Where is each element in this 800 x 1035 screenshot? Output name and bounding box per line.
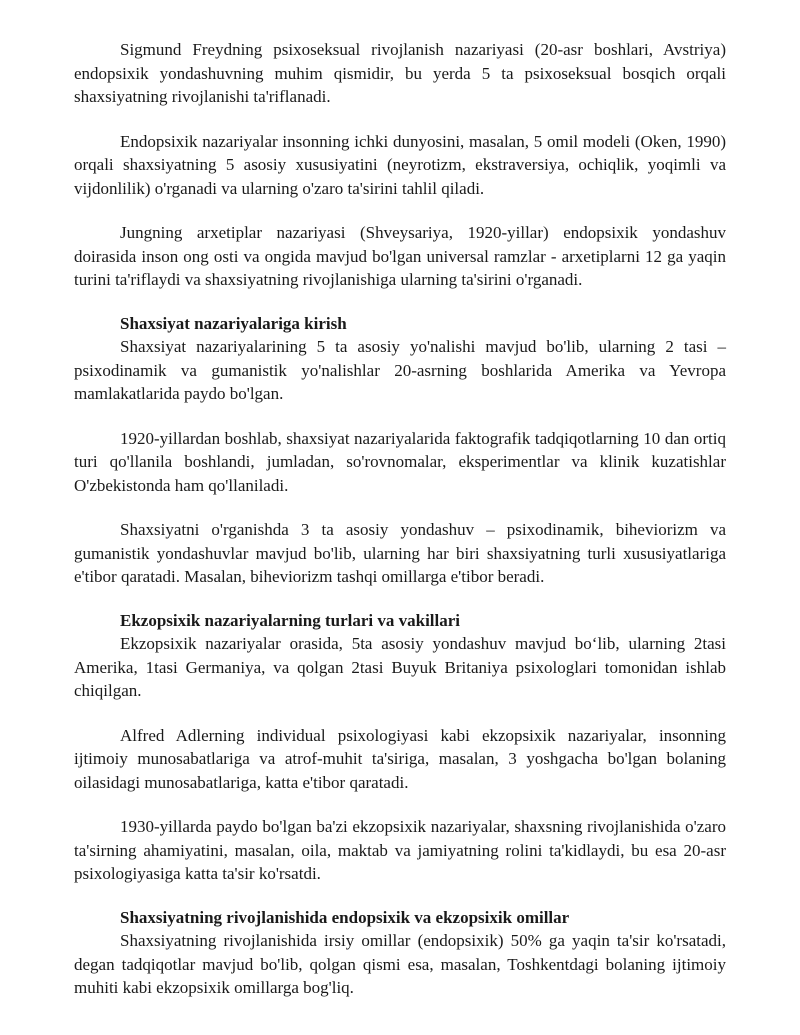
paragraph-approaches: Shaxsiyatni o'rganishda 3 ta asosiy yondashuv – psixodinamik, biheviorizm va gumanistik yondashuvlar mavjud bo'lib, ularning har biri shaxsiyatning turli xususiyatlariga e'tibor qaratadi. Masalan, biheviorizm tashqi omillarga e'tibor beradi. xyxy=(74,520,726,586)
heading-exopsychic-types: Ekzopsixik nazariyalarning turlari va vakillari xyxy=(120,610,461,630)
paragraph-jung: Jungning arxetiplar nazariyasi (Shveysariya, 1920-yillar) endopsixik yondashuv doirasida inson ong osti va ongida mavjud bo'lgan universal ramzlar - arxetiplarni 12 ga yaqin turini ta'riflaydi va shaxsiyatning rivojlanishiga ularning ta'sirini o'rganadi. xyxy=(74,223,726,289)
paragraph-hereditary-factors: Shaxsiyatning rivojlanishida irsiy omillar (endopsixik) 50% ga yaqin ta'sir ko'rsatadi, degan tadqiqotlar mavjud bo'lib, qolgan qismi esa, masalan, Toshkentdagi bolaning ijtimoiy muhiti kabi ekzopsixik omillarga bog'liq. xyxy=(74,931,726,997)
heading-introduction: Shaxsiyat nazariyalariga kirish xyxy=(120,313,347,333)
paragraph-freud: Sigmund Freydning psixoseksual rivojlanish nazariyasi (20-asr boshlari, Avstriya) endopsixik yondashuvning muhim qismidir, bu yerda 5 ta psixoseksual bosqich orqali shaxsiyatning rivojlanishi ta'riflanadi. xyxy=(74,40,726,106)
paragraph-endopsychic-theories: Endopsixik nazariyalar insonning ichki dunyosini, masalan, 5 omil modeli (Oken, 1990) orqali shaxsiyatning 5 asosiy xususiyatini (neyrotizm, ekstraversiya, ochiqlik, yoqimli va vijdonlilik) o'rganadi va ularning o'zaro ta'sirini tahlil qiladi. xyxy=(74,131,726,198)
paragraph-exopsychic-approaches: Ekzopsixik nazariyalar orasida, 5ta asosiy yondashuv mavjud bo‘lib, ularning 2tasi Amerika, 1tasi Germaniya, va qolgan 2tasi Buyuk Britaniya psixologlari tomonidan ishlab chiqilgan. xyxy=(74,634,726,700)
paragraph-factographic-research: 1920-yillardan boshlab, shaxsiyat nazariyalarida faktografik tadqiqotlarning 10 dan ortiq turi qo'llanila boshlandi, jumladan, so'rovnomalar, eksperimentlar va klinik kuzatishlar O'zbekistonda ham qo'llaniladi. xyxy=(74,428,726,495)
paragraph-adler: Alfred Adlerning individual psixologiyasi kabi ekzopsixik nazariyalar, insonning ijtimoiy munosabatlariga va atrof-muhit ta'siriga, masalan, 3 yoshgacha bo'lgan bolaning oilasidagi munosabatlariga, katta e'tibor qaratadi. xyxy=(74,725,726,792)
document-page xyxy=(74,38,726,1000)
paragraph-theory-directions: Shaxsiyat nazariyalarining 5 ta asosiy yo'nalishi mavjud bo'lib, ularning 2 tasi – psixodinamik va gumanistik yo'nalishlar 20-asrning boshlarida Amerika va Yevropa mamlakatlarida paydo bo'lgan. xyxy=(74,337,726,403)
paragraph-1930s-theories: 1930-yillarda paydo bo'lgan ba'zi ekzopsixik nazariyalar, shaxsning rivojlanishida o'zaro ta'sirning ahamiyatini, masalan, oila, maktab va jamiyatning rolini ta'kidlaydi, bu esa 20-asr psixologiyasiga katta ta'sir ko'rsatdi. xyxy=(74,817,726,883)
heading-development-factors: Shaxsiyatning rivojlanishida endopsixik va ekzopsixik omillar xyxy=(120,907,570,927)
